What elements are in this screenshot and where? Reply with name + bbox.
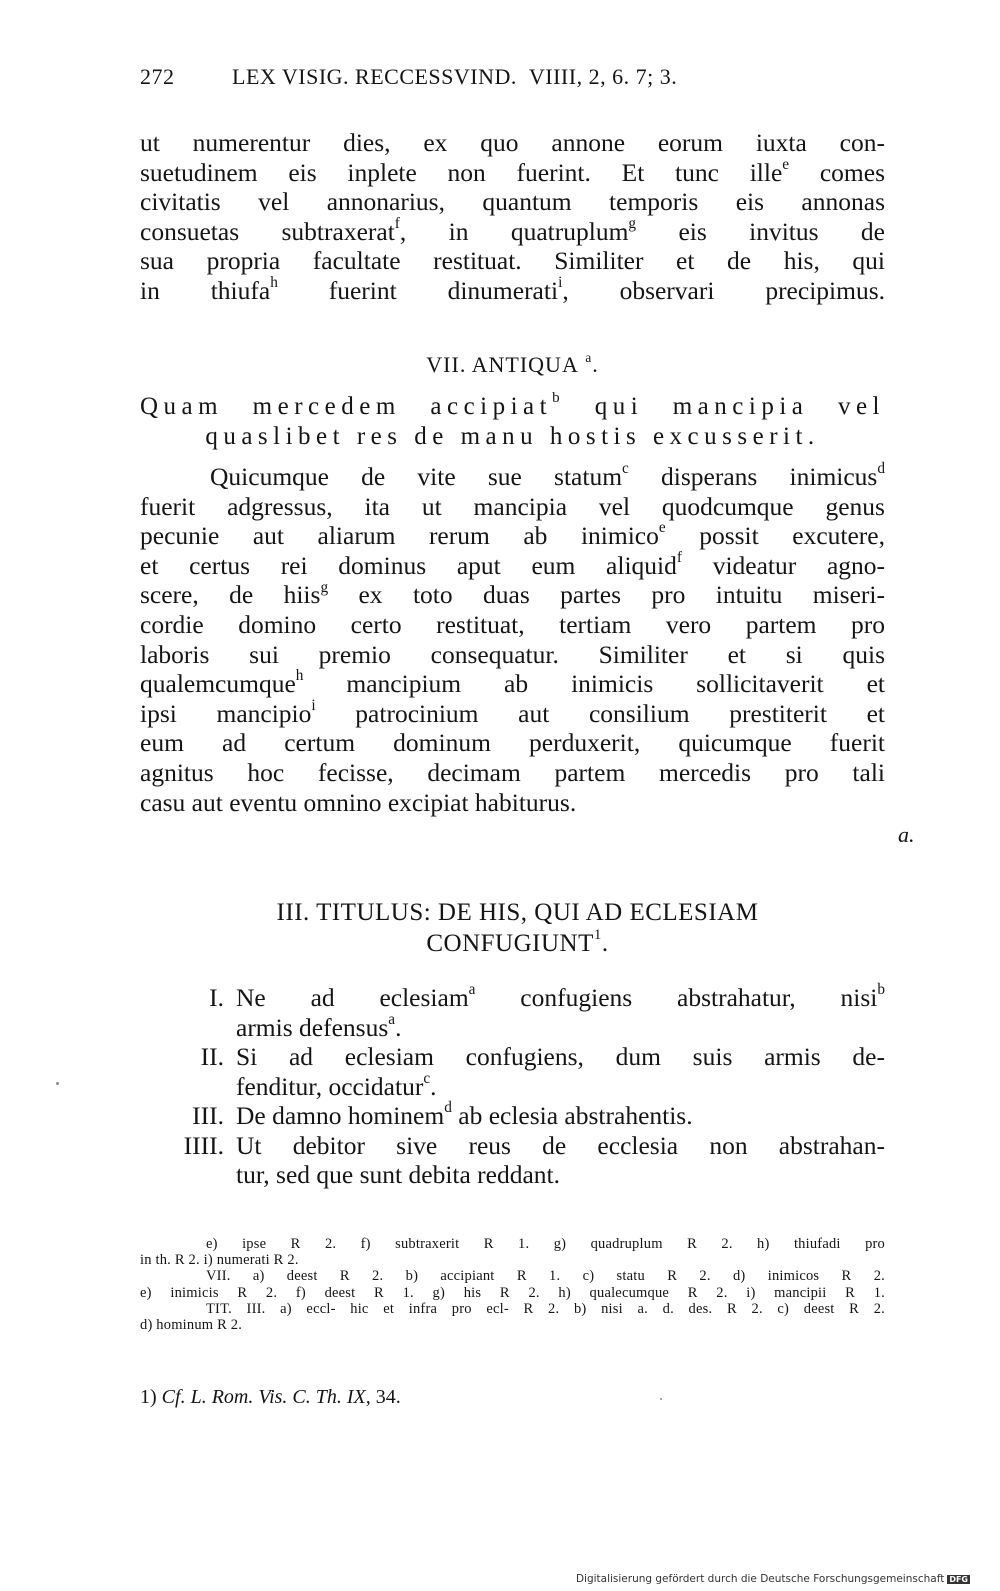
text-line: sua propria facultate restituat. Similiter et de his, qui [140,246,885,276]
margin-note: a. [898,822,915,847]
chapter-list [120,983,885,1190]
text-line: ipsi mancipio$^i$ patrocinium aut consilium prestiterit et [140,696,885,728]
title-heading: III. TITULUS: DE HIS, QUI AD ECLESIAM CONFUGIUNT$^1$. [276,899,759,957]
text-line: consuetas subtraxerat$^f$, in quatruplum$^g$ eis invitus de [140,215,886,246]
critical-apparatus [140,1236,885,1333]
note-line: in th. R 2. i) numerati R 2. [140,1252,299,1269]
scan-speck [660,1398,662,1400]
list-item: IIII. Ut debitor sive reus de ecclesia non abstrahan- tur, sed que sunt debita reddant. [183,1130,885,1189]
dfg-logo: DFG [949,1575,968,1584]
text-line: ut numerentur dies, ex quo annone eorum iuxta con- [140,128,885,157]
note-line: e) ipse R 2. f) subtraxerit R 1. g) quadruplum R 2. h) thiufadi pro [206,1236,885,1252]
text-line: cordie domino certo restituat, tertiam vero partem pro [140,609,885,639]
scan-speck [56,1082,59,1085]
text-line: pecunie aut aliarum rerum ab inimico$^e$ possit excutere, [140,519,885,551]
text-line: suetudinem eis inplete non fuerint. Et tunc ille$^e$ comes [140,155,885,187]
text-line: in thiufa$^h$ fuerint dinumerati$^i$, observari precipimus. [140,274,885,305]
text-line: laboris sui premio consequatur. Similiter et si quis [140,639,885,669]
list-item: II. Si ad eclesiam confugiens, dum suis armis de- fenditur, occidatur$^c$. [200,1042,885,1101]
note-line: VII. a) deest R 2. b) accipiant R 1. c) statu R 2. d) inimicos R 2. [206,1268,885,1285]
section-rubric: Quam mercedem accipiat$^b$ qui mancipia vel quaslibet res de manu hostis excusserit. [140,390,885,450]
text-line: casu aut eventu omnino excipiat habiturus. [140,787,577,817]
note-line: TIT. III. a) eccl- hic et infra pro ecl- R 2. b) nisi a. d. des. R 2. c) deest R 2. [206,1300,885,1317]
running-title: LEX VISIG. RECCESSVIND. [232,64,517,89]
text-line: civitatis vel annonarius, quantum temporis eis annonas [140,187,885,217]
text-line: scere, de hiis$^g$ ex toto duas partes pro intuitu miseri- [140,578,885,610]
continued-paragraph [140,128,885,306]
footnote: 1) Cf. L. Rom. Vis. C. Th. IX, 34. [140,1386,401,1408]
text-line: agnitus hoc fecisse, decimam partem mercedis pro tali [140,757,885,787]
list-item: III. De damno hominem$^d$ ab eclesia abstrahentis. [192,1099,693,1130]
running-header [140,64,890,90]
law-body [140,462,885,817]
text-line: Quicumque de vite sue statum$^c$ disperans inimicus$^d$ [210,460,886,491]
section-heading: VII. ANTIQUA $^a$. [426,349,599,377]
text-line: eum ad certum dominum perduxerit, quicumque fuerit [140,728,885,758]
note-line: d) hominum R 2. [140,1317,243,1334]
page-number: 272 [140,64,175,89]
list-item: I. Ne ad eclesiam$^a$ confugiens abstrahatur, nisi$^b$ armis defensus$^a$. [209,981,885,1042]
text-line: et certus rei dominus aput eum aliquid$^f$ videatur agno- [140,549,885,580]
text-line: fuerit adgressus, ita ut mancipia vel quodcumque genus [140,491,885,521]
digitization-credit: Digitalisierung gefördert durch die Deutsche Forschungsgemeinschaft DFG [575,1573,968,1585]
text-line: qualemcumque$^h$ mancipium ab inimicis sollicitaverit et [140,667,885,699]
section-reference: VIIII, 2, 6. 7; 3. [528,64,678,89]
note-line: e) inimicis R 2. f) deest R 1. g) his R 2. h) qualecumque R 2. i) mancipii R 1. [140,1284,885,1301]
